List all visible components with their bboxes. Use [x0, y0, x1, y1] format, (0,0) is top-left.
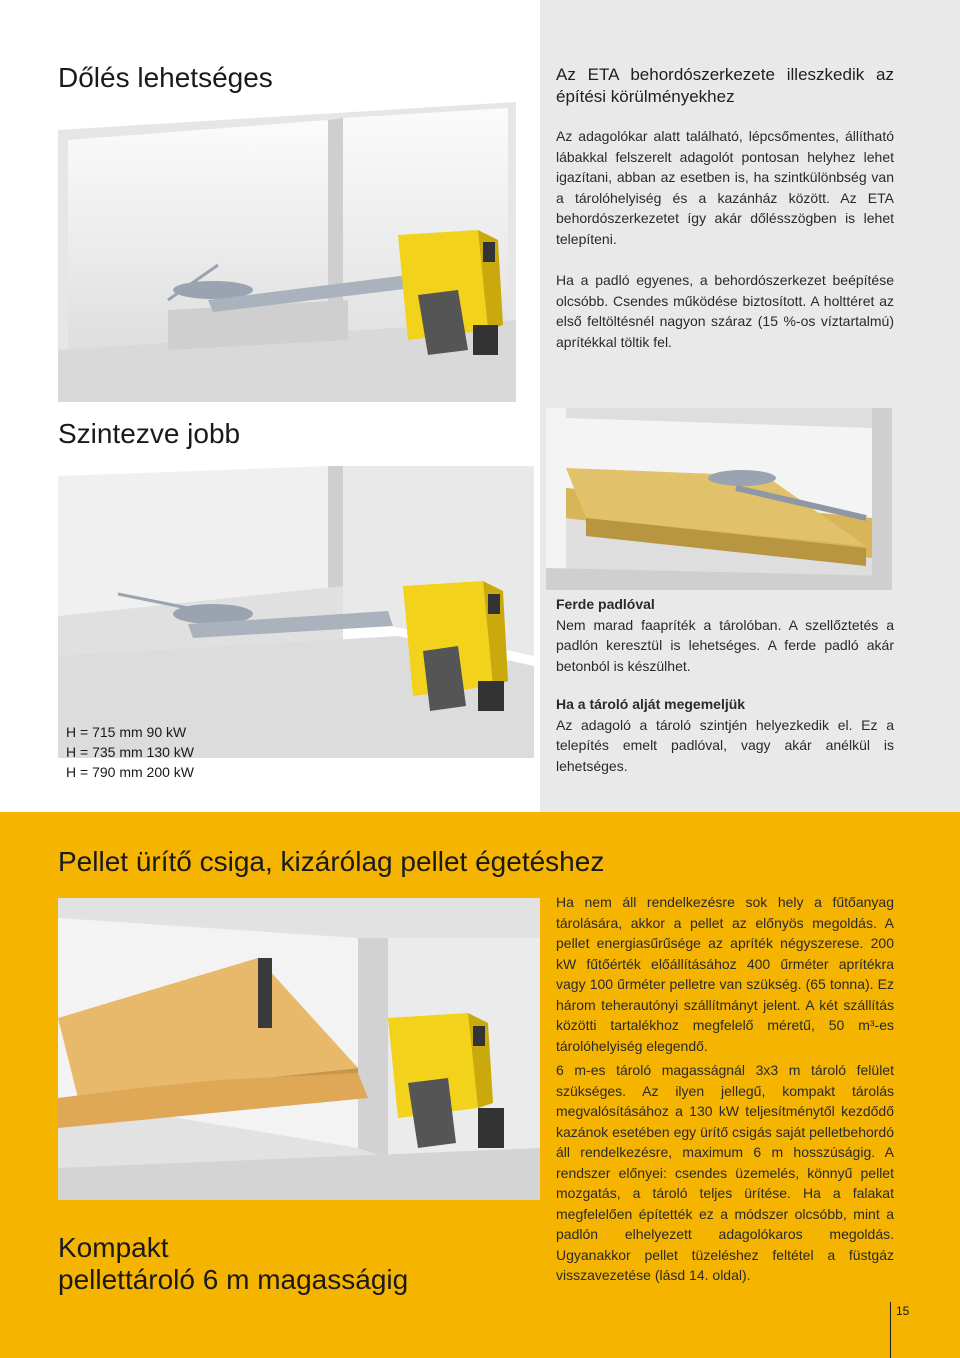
intro-paragraph: Az adagolókar alatt található, lépcsőmentes, állítható lábakkal felszerelt adagolót pontosan helyhez lehet igazítani, abban az esetben is, ha szintkülönbség van a tárolóhelyiség és a kazánház között. Az ETA behordószerkezetet így akár dőlésszögben is lehet telepíteni. [556, 128, 894, 247]
caption-line: pellettároló 6 m magasságig [58, 1264, 409, 1295]
height-specs [66, 722, 194, 782]
raised-floor-block [556, 694, 894, 776]
sloped-floor-text: Nem marad faapríték a tárolóban. A szellőztetés a padlón keresztül is lehetséges. A ferde padló akár betonból is készülhet. [556, 616, 894, 674]
illustration-tilted-installation [58, 100, 516, 402]
section-title-pellet: Pellet ürítő csiga, kizárólag pellet égetéshez [58, 846, 605, 877]
pellet-paragraph-1: Ha nem áll rendelkezésre sok hely a fűtőanyag tárolására, akkor a pellet az előnyös megoldás. A pellet energiasűrűsége az apríték négyszerese. 200 kW fűtőérték előállításához 400 űrméter aprítékra vagy 100 űrméter pelletre van szükség. (65 tonna). Ez három teherautónyi szállítmányt jelent. A két szállítás közötti tartalékhoz megfelelő méretű, 50 m³-es tárolóhelyiség elegendő. [556, 894, 894, 1054]
sloped-floor-block [556, 594, 894, 676]
spec-line: H = 790 mm 200 kW [66, 764, 194, 780]
illustration-sloped-floor [546, 408, 892, 590]
section-title-tilt: Dőlés lehetséges [58, 62, 273, 93]
raised-floor-text: Az adagoló a tároló szintjén helyezkedik el. Ez a telepítés emelt padlóval, vagy akár anélkül is lehetséges. [556, 716, 894, 774]
sloped-floor-heading: Ferde padlóval [556, 596, 655, 612]
page-number: 15 [896, 1304, 910, 1318]
intro-heading: Az ETA behordószerkezete illeszkedik az építési körülményekhez [556, 65, 894, 106]
section-title-level: Szintezve jobb [58, 418, 241, 449]
spec-line: H = 715 mm 90 kW [66, 724, 187, 740]
page-number-rule [890, 1302, 891, 1358]
raised-floor-heading: Ha a tároló alját megemeljük [556, 696, 746, 712]
caption-line: Kompakt [58, 1232, 169, 1263]
illustration-pellet-storage [58, 898, 540, 1200]
pellet-caption [58, 1232, 408, 1296]
flat-floor-paragraph: Ha a padló egyenes, a behordószerkezet beépítése olcsóbb. Csendes működése biztosított. A holttéret az első feltöltésnél nagyon száraz (15 %-os víztartalmú) aprítékkal töltik fel. [556, 272, 894, 350]
illustration-raised-floor [58, 466, 534, 758]
spec-line: H = 735 mm 130 kW [66, 744, 194, 760]
pellet-paragraph-2: 6 m-es tároló magasságnál 3x3 m tároló felület szükséges. Az ilyen jellegű, kompakt tárolás megvalósításához a 130 kW teljesítménytől kezdődő kazánok esetében egy ürítő csigás saját pelletbehordó áll rendelkezésre, maximum 6 m hosszúságig. A rendszer előnyei: csendes üzemelés, könnyű pellet mozgatás, a tároló teljes ürítése. Ha a falakat megfelelően építették ez a módszer olcsóbb, mint a padlón elhelyezett adagolókaros megoldás. Ugyanakkor pellet tüzeléshez feltétel a füstgáz visszavezetése (lásd 14. oldal). [556, 1062, 894, 1283]
right-column-panel [540, 0, 960, 812]
